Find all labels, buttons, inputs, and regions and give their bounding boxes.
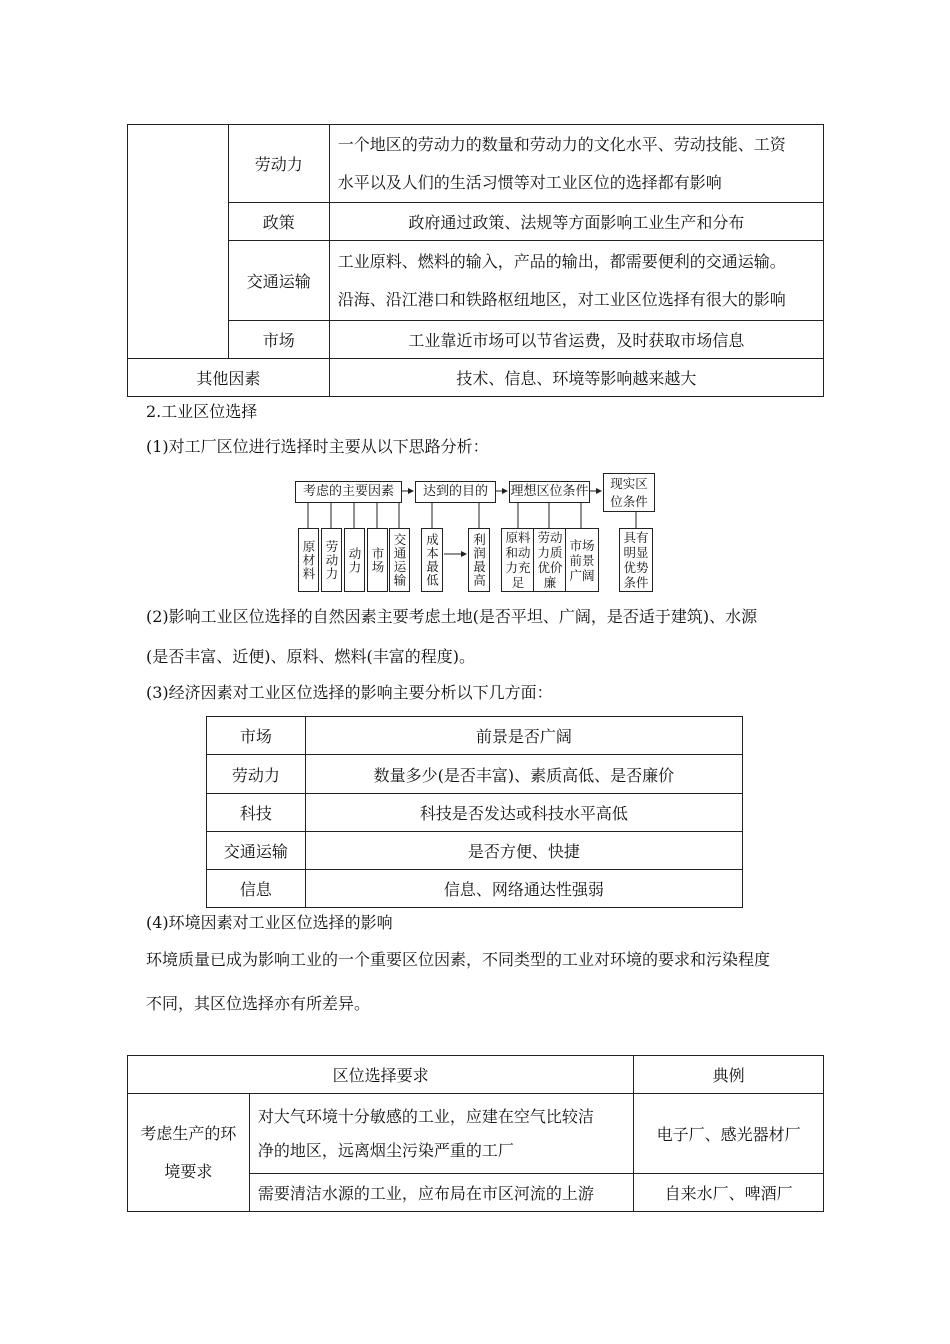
location-flowchart xyxy=(290,470,670,600)
ideal-box xyxy=(533,528,567,592)
factor-cell: 信息 xyxy=(207,870,306,908)
table-row xyxy=(207,832,743,870)
factor-cell: 劳动力 xyxy=(228,125,329,203)
table-row xyxy=(207,794,743,832)
factor-box xyxy=(367,528,388,592)
table-row xyxy=(128,359,824,397)
desc-cell: 政府通过政策、法规等方面影响工业生产和分布 xyxy=(329,203,823,241)
factor-label: 原材料 xyxy=(301,539,316,581)
ideal-label: 原料和动力充足 xyxy=(505,530,531,590)
factor-box xyxy=(321,528,342,592)
factor-cell: 劳动力 xyxy=(207,755,306,794)
paragraph-line: (2)影响工业区位选择的自然因素主要考虑土地(是否平坦、广阔，是否适于建筑)、水源 xyxy=(146,607,758,626)
table-row xyxy=(128,241,824,321)
ideal-box xyxy=(501,528,535,592)
desc-cell: 科技是否发达或科技水平高低 xyxy=(305,794,742,832)
paragraph: (4)环境因素对工业区位选择的影响 xyxy=(146,913,393,932)
header-cell: 典例 xyxy=(634,1056,824,1094)
paragraph xyxy=(146,938,770,1026)
desc-cell xyxy=(329,241,823,321)
desc-cell: 工业靠近市场可以节省运费，及时获取市场信息 xyxy=(329,321,823,359)
example-cell: 自来水厂、啤酒厂 xyxy=(634,1174,824,1212)
table-header-row xyxy=(128,1056,824,1094)
factor-label: 劳动力 xyxy=(324,539,339,581)
paragraph xyxy=(146,597,757,677)
desc-cell xyxy=(329,125,823,203)
factor-label: 动力 xyxy=(347,546,362,574)
table-row xyxy=(128,203,824,241)
factor-label: 交通运输 xyxy=(392,533,407,587)
header-cell: 区位选择要求 xyxy=(128,1056,634,1094)
table-row xyxy=(207,717,743,755)
location-factors-table xyxy=(127,124,824,397)
req-line: 净的地区，远离烟尘污染严重的工厂 xyxy=(257,1140,514,1160)
desc-cell: 是否方便、快捷 xyxy=(305,832,742,870)
table-row xyxy=(128,125,824,203)
goal-box xyxy=(421,528,443,592)
req-cell xyxy=(249,1094,633,1174)
economic-factors-table xyxy=(206,716,743,908)
paragraph-line: 环境质量已成为影响工业的一个重要区位因素，不同类型的工业对环境的要求和污染程度 xyxy=(146,950,771,969)
factor-cell: 交通运输 xyxy=(228,241,329,321)
factor-box xyxy=(344,528,365,592)
desc-cell: 前景是否广阔 xyxy=(305,717,742,755)
desc-cell: 信息、网络通达性强弱 xyxy=(305,870,742,908)
factor-box xyxy=(389,528,410,592)
category-cell xyxy=(128,1094,250,1212)
factor-box xyxy=(298,528,319,592)
table-row xyxy=(128,1094,824,1174)
flow-top-box xyxy=(603,473,655,512)
blank-cell xyxy=(128,125,229,359)
factor-cell: 科技 xyxy=(207,794,306,832)
req-line: 对大气环境十分敏感的工业，应建在空气比较洁 xyxy=(257,1106,594,1126)
ideal-label: 市场前景广阔 xyxy=(569,537,595,583)
factor-cell: 其他因素 xyxy=(128,359,330,397)
table-row xyxy=(207,755,743,794)
real-box xyxy=(619,528,653,592)
paragraph: (1)对工厂区位进行选择时主要从以下思路分析： xyxy=(146,437,489,456)
factor-cell: 政策 xyxy=(228,203,329,241)
paragraph-line: (是否丰富、近便)、原料、燃料(丰富的程度)。 xyxy=(146,647,475,666)
flow-top-label: 现实区位条件 xyxy=(610,476,648,509)
goal-label: 成本最低 xyxy=(424,533,440,587)
desc-line: 工业原料、燃料的输入，产品的输出，都需要便利的交通运输。 xyxy=(337,251,786,271)
desc-line: 一个地区的劳动力的数量和劳动力的文化水平、劳动技能、工资 xyxy=(337,134,786,154)
factor-cell: 市场 xyxy=(207,717,306,755)
paragraph-line: 不同，其区位选择亦有所差异。 xyxy=(146,994,371,1013)
category-line: 境要求 xyxy=(164,1161,213,1181)
req-cell: 需要清洁水源的工业，应布局在市区河流的上游 xyxy=(249,1174,633,1212)
paragraph: (3)经济因素对工业区位选择的影响主要分析以下几方面： xyxy=(146,683,553,702)
flow-top-box: 考虑的主要因素 xyxy=(295,481,402,503)
ideal-label: 劳动力质优价廉 xyxy=(537,530,563,590)
section-heading: 2.工业区位选择 xyxy=(146,402,258,421)
table-row xyxy=(207,870,743,908)
desc-cell: 数量多少(是否丰富)、素质高低、是否廉价 xyxy=(305,755,742,794)
table-row xyxy=(128,321,824,359)
environment-requirements-table xyxy=(127,1055,824,1212)
desc-line: 沿海、沿江港口和铁路枢纽地区，对工业区位选择有很大的影响 xyxy=(337,289,786,309)
ideal-box xyxy=(565,528,599,592)
example-cell: 电子厂、感光器材厂 xyxy=(634,1094,824,1174)
category-line: 考虑生产的环 xyxy=(140,1123,237,1143)
factor-cell: 市场 xyxy=(228,321,329,359)
factor-cell: 交通运输 xyxy=(207,832,306,870)
factor-label: 市场 xyxy=(370,546,385,574)
flow-top-box: 理想区位条件 xyxy=(509,481,590,503)
desc-line: 水平以及人们的生活习惯等对工业区位的选择都有影响 xyxy=(337,172,722,192)
goal-label: 利润最高 xyxy=(471,533,487,587)
flow-top-box: 达到的目的 xyxy=(415,481,496,503)
goal-box xyxy=(468,528,490,592)
desc-cell: 技术、信息、环境等影响越来越大 xyxy=(329,359,823,397)
real-label: 具有明显优势条件 xyxy=(623,530,649,590)
